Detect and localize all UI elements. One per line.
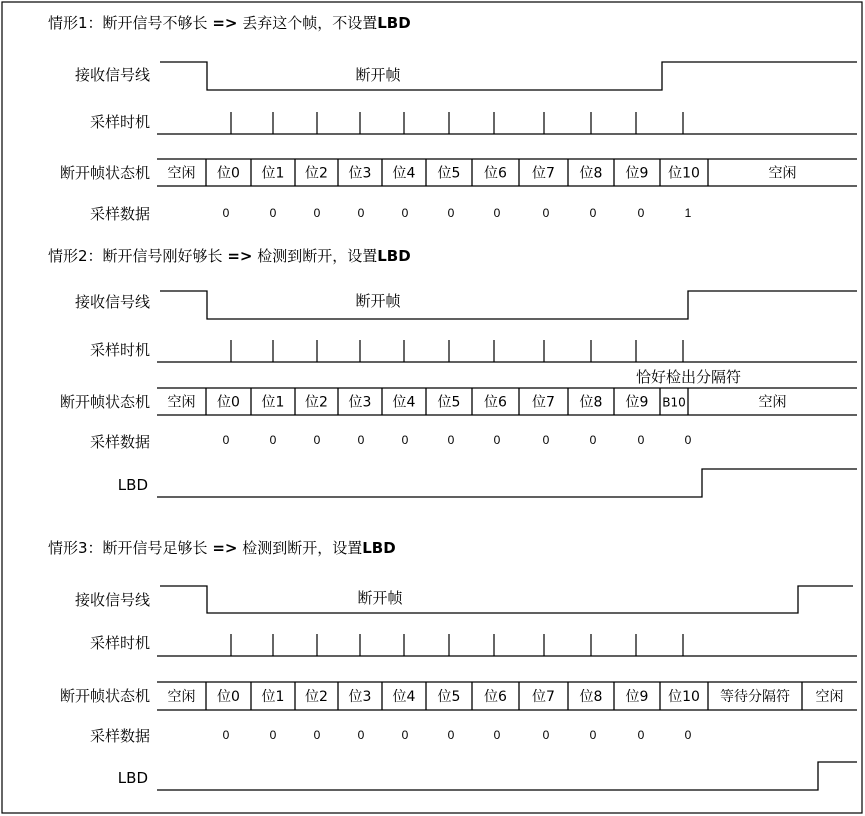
case-3-sample-value: 0 (589, 728, 597, 742)
case-1-state-cell: 位8 (579, 165, 603, 182)
case-1-state-cell: 位2 (305, 165, 328, 182)
case-2-sample-value: 0 (357, 433, 365, 447)
case-3-title-prefix: 情形3：断开信号足够长 (48, 539, 213, 557)
case-3-title-arrow: => (212, 539, 238, 557)
case-1-sample-value: 1 (684, 206, 692, 220)
case-1-sample-label: 采样时机 (89, 113, 150, 131)
case-2-sample-value: 0 (222, 433, 230, 447)
case-1-sample-data-label: 采样数据 (89, 205, 150, 223)
case-2-rx-waveform (160, 291, 857, 319)
case-2-state-cell: 位0 (217, 394, 240, 411)
case-3 (48, 539, 857, 790)
case-1-sample-value: 0 (589, 206, 597, 220)
case-2-state-cell: 位6 (484, 394, 507, 411)
case-2-note: 恰好检出分隔符 (636, 368, 742, 386)
case-3-state-cell: 位2 (305, 689, 328, 705)
case-3-state-cell: 等待分隔符 (720, 689, 790, 705)
case-1-sample-value: 0 (542, 206, 550, 220)
case-1-state-cell: 位7 (532, 165, 555, 182)
case-3-state-cell: 位3 (348, 689, 372, 705)
case-2-title-suffix: 检测到断开，设置 (252, 247, 378, 265)
case-2-state-cell: 位5 (437, 394, 461, 411)
case-1-sample-value: 0 (269, 206, 277, 220)
case-1-break-frame-label: 断开帧 (355, 66, 401, 84)
case-1-state-row (157, 159, 857, 186)
case-3-sample-ticks (231, 634, 683, 656)
case-2-state-cell: 空闲 (758, 394, 787, 411)
case-2-lbd-waveform (157, 469, 857, 497)
case-3-state-cell: 空闲 (815, 689, 844, 705)
case-2-title-arrow: => (227, 247, 253, 265)
case-1-state-label: 断开帧状态机 (59, 164, 150, 182)
case-3-state-cell: 位4 (392, 689, 416, 705)
case-3-sample-value: 0 (542, 728, 550, 742)
case-3-sample-value: 0 (637, 728, 645, 742)
case-1-state-cell: 位5 (437, 165, 461, 182)
case-3-sample-value: 0 (447, 728, 455, 742)
case-2-title-prefix: 情形2：断开信号刚好够长 (48, 247, 228, 265)
case-1-state-cell: 位0 (217, 165, 240, 182)
case-2-rx-label: 接收信号线 (74, 293, 150, 311)
case-2-title-lbd: LBD (377, 247, 411, 265)
case-2-sample-values (223, 433, 692, 447)
case-1-title-arrow: => (212, 14, 238, 32)
case-2-sample-data-label: 采样数据 (89, 433, 150, 451)
case-2-lbd-label: LBD (117, 476, 148, 494)
case-3-title (48, 539, 396, 557)
case-3-state-cell: 位6 (484, 689, 507, 705)
case-2 (48, 247, 857, 497)
case-1-state-cell: 位1 (261, 165, 285, 182)
case-1-sample-value: 0 (447, 206, 455, 220)
case-3-sample-value: 0 (269, 728, 277, 742)
case-1-sample-value: 0 (637, 206, 645, 220)
case-2-state-cell: 位7 (532, 394, 555, 411)
case-3-state-cell: 位10 (668, 689, 700, 705)
case-1-rx-waveform (160, 62, 857, 90)
case-3-sample-value: 0 (313, 728, 321, 742)
case-2-sample-value: 0 (637, 433, 645, 447)
case-2-title (48, 247, 411, 265)
case-3-state-label: 断开帧状态机 (59, 687, 150, 705)
case-1-state-cell: 空闲 (768, 165, 797, 182)
case-2-sample-value: 0 (447, 433, 455, 447)
case-2-state-cell: 位3 (348, 394, 372, 411)
case-3-lbd-label: LBD (117, 769, 148, 787)
case-3-break-frame-label: 断开帧 (357, 589, 403, 607)
case-1-sample-value: 0 (357, 206, 365, 220)
case-2-state-cell: 空闲 (167, 394, 196, 411)
case-2-sample-value: 0 (313, 433, 321, 447)
case-3-state-cell: 位7 (532, 689, 555, 705)
case-3-state-cell: 位5 (437, 689, 461, 705)
case-3-sample-values (223, 728, 692, 742)
case-2-sample-value: 0 (542, 433, 550, 447)
case-2-sample-value: 0 (589, 433, 597, 447)
case-3-sample-value: 0 (684, 728, 692, 742)
case-3-rx-label: 接收信号线 (74, 591, 150, 609)
case-1-rx-label: 接收信号线 (74, 66, 150, 84)
case-2-sample-ticks (231, 340, 683, 362)
case-2-sample-label: 采样时机 (89, 341, 150, 359)
case-1-title-suffix: 丢弃这个帧，不设置 (237, 14, 378, 32)
case-1-sample-value: 0 (493, 206, 501, 220)
case-3-sample-value: 0 (401, 728, 409, 742)
case-2-sample-value: 0 (269, 433, 277, 447)
case-1 (48, 14, 857, 223)
case-3-sample-label: 采样时机 (89, 634, 150, 652)
case-1-sample-value: 0 (313, 206, 321, 220)
case-3-state-cell: 位9 (625, 689, 649, 705)
case-2-state-cell: B10 (662, 395, 686, 410)
case-3-lbd-waveform (157, 762, 857, 790)
case-1-sample-ticks (231, 112, 683, 134)
case-1-state-cell: 位6 (484, 165, 507, 182)
case-1-state-cell: 空闲 (167, 165, 196, 182)
case-3-state-cell: 空闲 (167, 689, 196, 705)
case-3-state-row (157, 682, 857, 710)
case-3-rx-waveform (160, 586, 853, 613)
case-2-state-row (157, 388, 857, 415)
case-3-sample-value: 0 (357, 728, 365, 742)
case-1-state-cell: 位4 (392, 165, 416, 182)
case-2-state-label: 断开帧状态机 (59, 393, 150, 411)
case-3-title-lbd: LBD (362, 539, 396, 557)
case-1-sample-value: 0 (401, 206, 409, 220)
case-1-state-cell: 位3 (348, 165, 372, 182)
case-3-sample-data-label: 采样数据 (89, 727, 150, 745)
case-2-state-cell: 位8 (579, 394, 603, 411)
case-3-state-cell: 位1 (261, 689, 285, 705)
case-3-sample-value: 0 (493, 728, 501, 742)
case-2-sample-value: 0 (401, 433, 409, 447)
case-1-title-prefix: 情形1：断开信号不够长 (48, 14, 213, 32)
case-3-title-suffix: 检测到断开，设置 (237, 539, 363, 557)
case-3-state-cell: 位0 (217, 689, 240, 705)
case-2-state-cell: 位2 (305, 394, 328, 411)
case-1-sample-values (223, 206, 692, 220)
case-1-title (48, 14, 411, 32)
case-1-sample-value: 0 (222, 206, 230, 220)
case-1-title-lbd: LBD (377, 14, 411, 32)
case-2-sample-value: 0 (493, 433, 501, 447)
case-1-state-cell: 位9 (625, 165, 649, 182)
case-3-state-cell: 位8 (579, 689, 603, 705)
case-2-state-cell: 位4 (392, 394, 416, 411)
case-2-state-cell: 位1 (261, 394, 285, 411)
case-3-sample-value: 0 (222, 728, 230, 742)
case-2-break-frame-label: 断开帧 (355, 292, 401, 310)
case-1-state-cell: 位10 (668, 165, 700, 182)
case-2-sample-value: 0 (684, 433, 692, 447)
case-2-state-cell: 位9 (625, 394, 649, 411)
